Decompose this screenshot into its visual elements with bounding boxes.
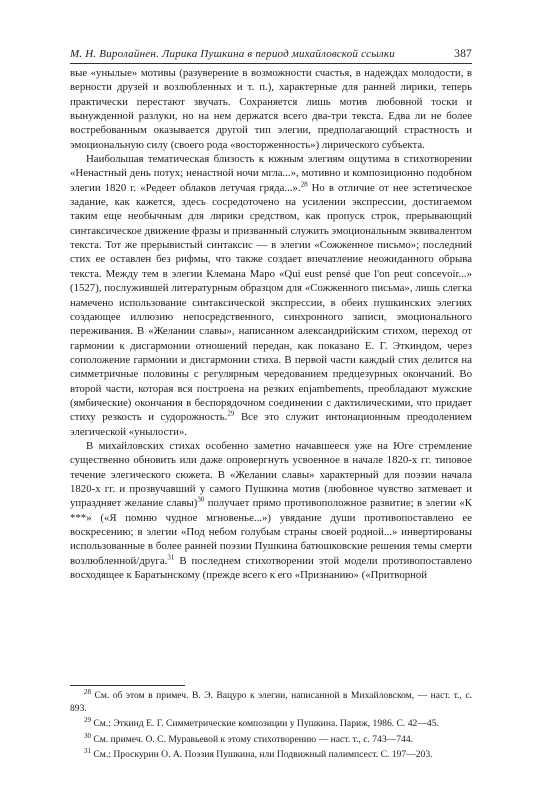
footnote-number: 31: [84, 747, 91, 756]
page-number: 387: [454, 48, 472, 60]
paragraph-text: В михайловских стихах особенно заметно начавшееся уже на Юге стремление существенно обновить или даже опровергнуть усвоенное в начале 1820-х гг. типовое течение элегического сюжета. В «Желании славы» характерный для поэзии начала 1820-х гг. и прозвучавший у самого Пушкина мотив (любовное чувство затмевает и упраздняет желание славы): [70, 439, 472, 510]
footnote-text: См.: Проскурин О. А. Поэзия Пушкина, или Подвижный палимпсест. С. 197—203.: [93, 749, 433, 761]
footnote: [70, 749, 472, 762]
footnote-number: 29: [84, 716, 91, 724]
footnote-reference: 28: [300, 180, 308, 189]
footnote-reference: 29: [227, 409, 235, 418]
footnote-number: 30: [84, 731, 91, 740]
footnote-reference: 31: [167, 553, 175, 562]
footnotes: [70, 687, 472, 765]
footnote-text: См.: Эткинд Е. Г. Симметрические композиции у Пушкина. Париж, 1986. С. 42—45.: [93, 718, 439, 730]
paragraph-text: Но в отличие от нее эстетическое задание, как кажется, здесь сосредоточено на усилении экспрессии, достигаемом таким еще необычным для лирики средством, как пропуск строк, прерывающий синтаксическое движение фразы и призванный служить эмоциональным эквивалентом текста. Тот же прерывистый синтаксис — в элегии «Сожженное письмо»; последний стих ее оставлен без рифмы, что также создает впечатление неожиданного обрыва текста. Между тем в элегии Клемана Маро «Qui eust pensé que l'on peut concevoir...» (1527), послужившей литературным образцом для «Сожженного письма», лишь слегка намечено использование синтаксической экспрессии, в обеих пушкинских элегиях создающее иллюзию непосредственного, синхронного записи, эмоционального переживания. В «Желании славы», написанном александрийским стихом, переход от гармонии к дисгармонии отношений передан, как показано Е. Г. Эткиндом, через соположение гармонии и дисгармонии стиха. В первой части каждый стих делится на симметричные половины с регулярным чередованием предцезурных окончаний. Во второй части, которая вся построена на резких enjambements, преобладают мужские (ямбические) окончания в беспорядочном соединении с дактилическими, что придает стиху резкость и судорожность.: [70, 181, 472, 424]
footnote: [70, 687, 472, 715]
paragraph-text: Все это служит интонационным преодолением элегической «унылости».: [70, 411, 472, 438]
footnote-reference: 30: [197, 495, 205, 504]
paragraph-text: Наибольшая тематическая близость к южным элегиям ощутима в стихотворении «Ненастный день потух; ненастной ночи мгла...», мотивно и композиционно подобном элегии 1820 г. «Редеет облаков летучая гряда...».: [70, 153, 472, 194]
footnote-number: 28: [84, 687, 91, 696]
body-paragraph: [70, 66, 472, 152]
paragraph-text: получает прямо противоположное развитие; в элегии «К ***» («Я помню чудное мгновенье...») увядание души противопоставлено ее воскресению; в элегии «Под небом голубым страны своей родной...» инвертированы использованные в более ранней поэзии Пушкина батюшковские решения темы смерти возлюбленной/друга.: [70, 497, 472, 567]
running-head-title: М. Н. Виролайнен. Лирика Пушкина в период михайловской ссылки: [70, 48, 395, 60]
paragraph-text: В последнем стихотворении этой модели противопоставлено восходящее к Баратынскому (прежде всего к его «Признанию» («Притворной: [70, 554, 472, 582]
paragraph-text: вые «унылые» мотивы (разуверение в возможности счастья, в надеждах молодости, в верности друзей и возлюбленных и т. п.), характерные для ранней лирики, теперь практически перестают звучать. Сохраняется лишь мотив любовной тоски и вынужденной разлуки, но на нем держатся всего два-три текста. Едва ли не более востребованным оказывается другой тип элегии, предполагающий страстность и эмоциональную силу (своего рода «восторженность») лирического субъекта.: [70, 67, 472, 151]
body-paragraph: [70, 439, 472, 582]
footnote: [70, 718, 472, 731]
running-head: [70, 48, 472, 60]
body-text: [70, 66, 472, 582]
footnote-text: См. примеч. О. С. Муравьевой к этому стихотворению — наст. т., с. 743—744.: [93, 733, 414, 745]
body-paragraph: [70, 152, 472, 439]
footnote: [70, 731, 472, 747]
running-head-rule: [70, 63, 472, 64]
footnote-separator: [70, 685, 185, 686]
footnote-text: См. об этом в примеч. В. Э. Вацуро к элегии, написанной в Михайловском, — наст. т., с. 893.: [70, 690, 472, 714]
